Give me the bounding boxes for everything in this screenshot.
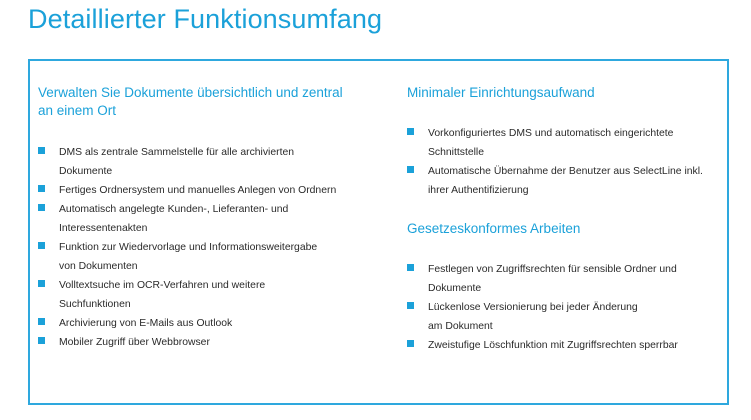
item-line-2: Suchfunktionen <box>59 299 131 310</box>
square-bullet-icon <box>407 340 414 347</box>
item-line-1: Automatisch angelegte Kunden-, Lieferanten- und <box>59 204 289 215</box>
list-item <box>407 298 727 336</box>
feature-list-einrichtung <box>407 124 727 200</box>
item-line-2: ihrer Authentifizierung <box>428 185 529 196</box>
item-line-1: Archivierung von E-Mails aus Outlook <box>59 318 233 329</box>
square-bullet-icon <box>407 264 414 271</box>
square-bullet-icon <box>38 185 45 192</box>
square-bullet-icon <box>38 280 45 287</box>
list-item <box>38 314 368 333</box>
square-bullet-icon <box>38 147 45 154</box>
item-line-2: Dokumente <box>59 166 113 177</box>
square-bullet-icon <box>407 302 414 309</box>
item-line-2: Dokumente <box>428 283 482 294</box>
feature-list-verwalten <box>38 143 368 352</box>
list-item <box>407 336 727 355</box>
section-heading-einrichtung: Minimaler Einrichtungsaufwand <box>407 85 595 100</box>
list-item <box>38 200 368 238</box>
item-line-1: Mobiler Zugriff über Webbrowser <box>59 337 210 348</box>
item-line-1: DMS als zentrale Sammelstelle für alle archivierten <box>59 147 295 158</box>
item-line-2: von Dokumenten <box>59 261 138 272</box>
list-item <box>38 143 368 181</box>
item-line-1: Fertiges Ordnersystem und manuelles Anlegen von Ordnern <box>59 185 337 196</box>
square-bullet-icon <box>38 242 45 249</box>
list-item <box>407 124 727 162</box>
list-item <box>407 260 727 298</box>
square-bullet-icon <box>407 166 414 173</box>
list-item <box>38 238 368 276</box>
item-line-1: Volltextsuche im OCR-Verfahren und weitere <box>59 280 266 291</box>
list-item <box>38 181 368 200</box>
square-bullet-icon <box>38 204 45 211</box>
item-line-1: Festlegen von Zugriffsrechten für sensible Ordner und <box>428 264 677 275</box>
list-item <box>38 333 368 352</box>
page-title: Detaillierter Funktionsumfang <box>28 4 383 34</box>
section-heading-gesetzeskonform: Gesetzeskonformes Arbeiten <box>407 221 581 236</box>
square-bullet-icon <box>38 318 45 325</box>
item-line-1: Zweistufige Löschfunktion mit Zugriffsrechten sperrbar <box>428 340 678 351</box>
section-heading-verwalten: Verwalten Sie Dokumente übersichtlich und zentral an einem Ort <box>38 85 343 118</box>
item-line-1: Funktion zur Wiedervorlage und Informationsweitergabe <box>59 242 318 253</box>
item-line-1: Lückenlose Versionierung bei jeder Änderung <box>428 302 638 313</box>
square-bullet-icon <box>407 128 414 135</box>
list-item <box>38 276 368 314</box>
item-line-2: am Dokument <box>428 321 493 332</box>
square-bullet-icon <box>38 337 45 344</box>
list-item <box>407 162 727 200</box>
item-line-2: Schnittstelle <box>428 147 485 158</box>
item-line-1: Vorkonfiguriertes DMS und automatisch eingerichtete <box>428 128 674 139</box>
feature-list-gesetzeskonform <box>407 260 727 355</box>
item-line-1: Automatische Übernahme der Benutzer aus SelectLine inkl. <box>428 166 703 177</box>
feature-box <box>28 59 729 405</box>
item-line-2: Interessentenakten <box>59 223 148 234</box>
